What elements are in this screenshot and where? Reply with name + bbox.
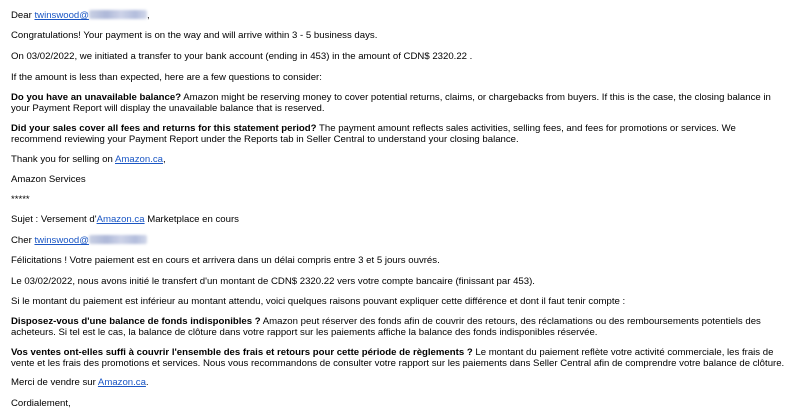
closing-fr: Cordialement,: [11, 398, 71, 409]
redacted-email-domain: [89, 235, 147, 244]
question-fees-returns-fr: [11, 347, 786, 369]
question-fees-returns-en: [11, 123, 786, 145]
paragraph-transfer-en: On 03/02/2022, we initiated a transfer to your bank account (ending in 453) in the amount of CDN$ 2320.22 .: [11, 51, 473, 62]
subject-suffix: Marketplace en cours: [144, 214, 239, 225]
separator: *****: [11, 194, 30, 205]
thanks-line-en: [11, 154, 166, 165]
question-heading: Do you have an unavailable balance?: [11, 92, 182, 103]
question-body: Amazon peut réserver des fonds afin de couvrir des retours, des réclamations ou des remboursements potentiels des acheteurs. Si tel est le cas, la balance de clôture dans votre rapport sur les paiements affiche la balance des fonds indisponibles réservée.: [11, 316, 761, 338]
paragraph-less-fr: Si le montant du paiement est inférieur au montant attendu, voici quelques raisons pouvant expliquer cette différence et dont il faut tenir compte :: [11, 296, 626, 307]
amazon-ca-link[interactable]: Amazon.ca: [97, 377, 146, 388]
recipient-email-link[interactable]: twinswood@: [34, 235, 90, 246]
greeting-prefix: Cher: [11, 235, 32, 246]
greeting-line-en: [11, 10, 150, 21]
paragraph-less-en: If the amount is less than expected, here are a few questions to consider:: [11, 72, 322, 83]
subject-prefix: Sujet : Versement d': [11, 214, 97, 225]
amazon-ca-link[interactable]: Amazon.ca: [115, 154, 163, 165]
paragraph-congrats-en: Congratulations! Your payment is on the way and will arrive within 3 - 5 business days.: [11, 30, 378, 41]
question-heading: Vos ventes ont-elles suffi à couvrir l'ensemble des frais et retours pour cette période de règlements ?: [11, 347, 473, 358]
amazon-ca-link[interactable]: Amazon.ca: [96, 214, 145, 225]
greeting-line-fr: [11, 235, 147, 246]
greeting-prefix: Dear: [11, 10, 32, 21]
question-body: Le montant du paiement reflète votre activité commerciale, les frais de vente et les frais des promotions et services. Nous vous recommandons de consulter votre rapport sur les paiements dans Seller Central afin de comprendre votre balance de clôture.: [11, 347, 785, 369]
signature-en: Amazon Services: [11, 174, 86, 185]
thanks-suffix: ,: [163, 154, 166, 165]
question-heading: Did your sales cover all fees and returns for this statement period?: [11, 123, 317, 134]
question-body: Amazon might be reserving money to cover potential returns, claims, or chargebacks from buyers. If this is the case, the closing balance in your Payment Report will display the unavailable balance that is reserved.: [11, 92, 771, 114]
redacted-email-domain: [89, 10, 147, 19]
thanks-suffix: .: [145, 377, 149, 388]
greeting-suffix: ,: [147, 10, 150, 21]
recipient-email-link[interactable]: twinswood@: [34, 10, 90, 21]
paragraph-congrats-fr: Félicitations ! Votre paiement est en cours et arrivera dans un délai compris entre 3 et 5 jours ouvrés.: [11, 255, 440, 266]
question-unavailable-balance-en: [11, 92, 786, 114]
question-body: The payment amount reflects sales activities, selling fees, and fees for promotions or services. We recommend reviewing your Payment Report under the Reports tab in Seller Central to understand your closing balance.: [11, 123, 736, 145]
question-heading: Disposez-vous d'une balance de fonds indisponibles ?: [11, 316, 261, 327]
thanks-prefix: Merci de vendre sur: [11, 377, 98, 388]
thanks-prefix: Thank you for selling on: [11, 154, 115, 165]
subject-line-fr: [11, 214, 239, 225]
thanks-line-fr: [11, 377, 149, 388]
question-unavailable-balance-fr: [11, 316, 786, 338]
paragraph-transfer-fr: Le 03/02/2022, nous avons initié le transfert d'un montant de CDN$ 2320.22 vers votre compte bancaire (finissant par 453).: [11, 276, 535, 287]
